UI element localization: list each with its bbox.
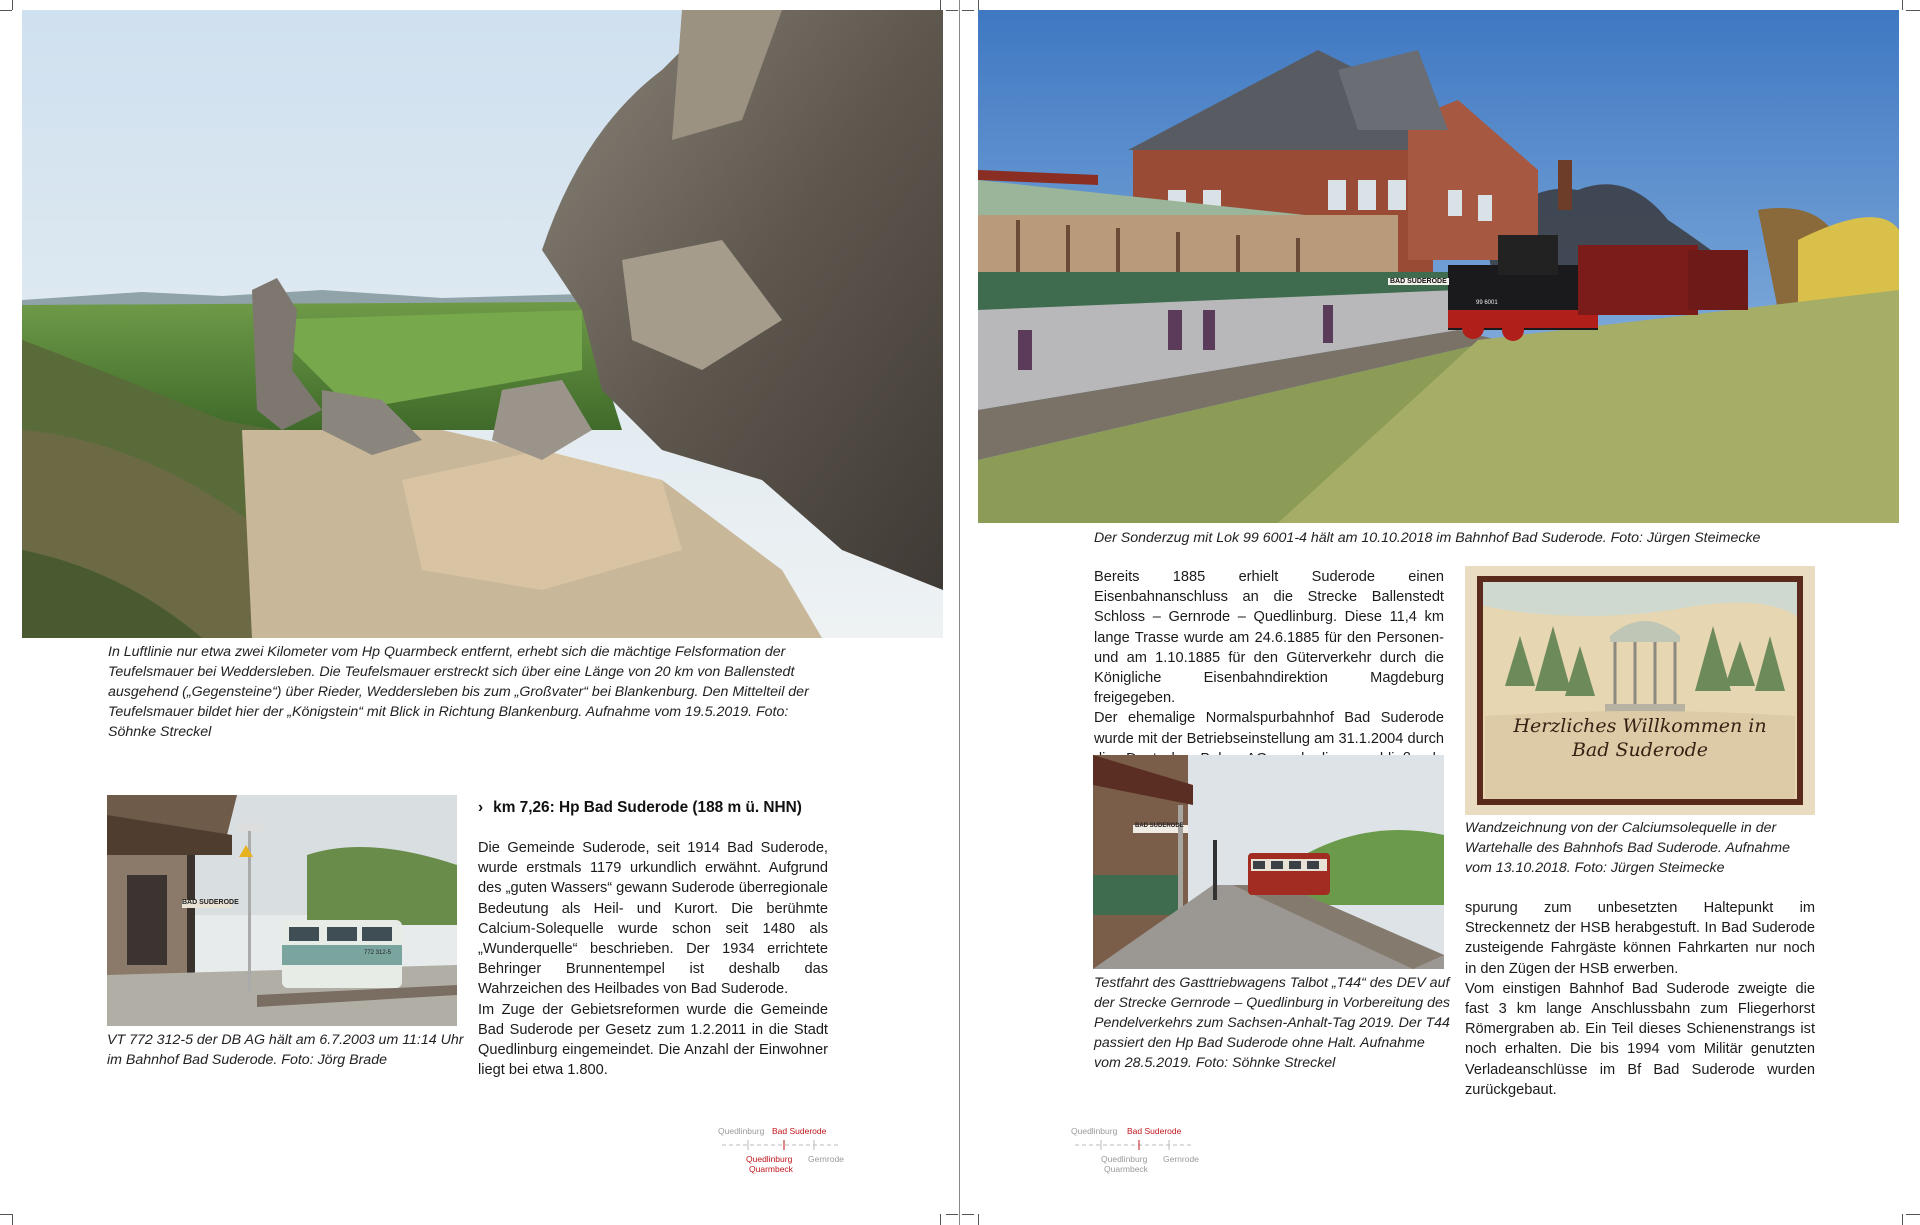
paragraph: Vom einstigen Bahnhof Bad Suderode zweigte die fast 3 km lange Anschlussbahn zum Fliegerhorst Römergraben ab. Ein Teil dieses Schienenstrangs ist noch erhalten. Die bis 1994 vom Militär genutzten Verladeanschlüsse im Bf Bad Suderode wurden zurückgebaut. bbox=[1465, 980, 1815, 1098]
crop-mark bbox=[1906, 10, 1920, 11]
paragraph: Der ehemalige Normalspurbahnhof Bad Suderode wurde mit der Betriebseinstellung am 31.1.2004 durch bbox=[1094, 710, 1444, 747]
mural-line: Herzliches Willkommen in bbox=[1513, 715, 1767, 737]
station-sign: BAD SUDERODE bbox=[182, 899, 239, 906]
route-label: Gernrode bbox=[1163, 1154, 1199, 1164]
spine-fold bbox=[959, 0, 960, 1225]
right-body-text-col2 bbox=[1465, 898, 1815, 1100]
crop-mark bbox=[1906, 1214, 1920, 1215]
heading-marker: › bbox=[478, 799, 484, 816]
photo-vt772-caption: VT 772 312-5 der DB AG hält am 6.7.2003 um 11:14 Uhr im Bahnhof Bad Suderode. Foto: Jörg Brade bbox=[107, 1032, 464, 1068]
crop-mark bbox=[962, 10, 974, 11]
route-diagram-right bbox=[1071, 1122, 1211, 1182]
route-label: Quedlinburg bbox=[1101, 1154, 1148, 1164]
paragraph: Die Gemeinde Suderode, seit 1914 Bad Suderode, wurde erstmals 1179 urkundlich erwähnt. Aufgrund des „guten Wassers“ gewann Suderode überregionale Bedeutung als Heil- und Kurort. Die berühmte Calcium-Solequelle wurde schon seit 1480 als „Wunderquelle“ beschrieben. Der 1934 errichtete Behringer Brunnentempel ist deshalb das Wahrzeichen des Heilbades von Bad Suderode. bbox=[478, 840, 828, 998]
crop-mark bbox=[1902, 1214, 1903, 1225]
crop-mark bbox=[940, 0, 941, 10]
route-label: Quedlinburg bbox=[1071, 1126, 1118, 1136]
crop-mark bbox=[978, 1214, 979, 1225]
mural-line: Bad Suderode bbox=[1571, 739, 1709, 761]
mural-lettering bbox=[1465, 714, 1815, 762]
photo-teufelsmauer bbox=[22, 10, 943, 638]
photo-station-caption: Der Sonderzug mit Lok 99 6001-4 hält am 10.10.2018 im Bahnhof Bad Suderode. Foto: Jürgen Steimecke bbox=[1094, 530, 1761, 546]
photo-t44 bbox=[1093, 755, 1444, 969]
paragraph: Im Zuge der Gebietsreformen wurde die Gemeinde Bad Suderode per Gesetz zum 1.2.2011 in die Stadt Quedlinburg eingemeindet. Die Anzahl der Einwohner liegt bei etwa 1.800. bbox=[478, 1001, 828, 1079]
paragraph: spurung zum unbesetzten Haltepunkt im Streckennetz der HSB herabgestuft. In Bad Suderode zusteigende Fahrgäste können Fahrkarten nur noch in den Zügen der HSB erwerben. bbox=[1465, 900, 1815, 977]
photo-mural bbox=[1465, 566, 1815, 815]
station-sign: BAD SUDERODE bbox=[1135, 823, 1184, 829]
photo-station-steam bbox=[978, 10, 1899, 523]
route-label: Quedlinburg bbox=[718, 1126, 765, 1136]
photo-t44-caption: Testfahrt des Gasttriebwagens Talbot „T44“ des DEV auf der Strecke Gernrode – Quedlinburg in Vorbereitung des Pendelverkehrs zum Sachsen-Anhalt-Tag 2019. Der T44 passiert den Hp Bad Suderode ohne Halt. Aufnahme vom 28.5.2019. Foto: Söhnke Streckel bbox=[1094, 975, 1450, 1071]
loco-number: 99 6001 bbox=[1476, 300, 1498, 306]
crop-mark bbox=[0, 10, 12, 11]
crop-mark bbox=[962, 1214, 974, 1215]
route-label: Quarmbeck bbox=[749, 1164, 793, 1174]
heading-text: km 7,26: Hp Bad Suderode (188 m ü. NHN) bbox=[493, 799, 802, 816]
paragraph: Bereits 1885 erhielt Suderode einen Eisenbahnanschluss an die Strecke Ballenstedt Schloss – Gernrode – Quedlinburg. Diese 11,4 km lange Trasse wurde am 24.6.1885 für den Personen- und am 1.10.1885 für den Güterverkehr durch die Königliche Eisenbahndirektion Magdeburg freigegeben. bbox=[1094, 569, 1444, 707]
crop-mark bbox=[940, 1214, 941, 1225]
route-diagram-left bbox=[718, 1122, 858, 1182]
route-label-current: Bad Suderode bbox=[1127, 1126, 1182, 1136]
crop-mark bbox=[12, 1214, 13, 1225]
left-body-text bbox=[478, 838, 828, 1080]
railcar-number: 772 312-5 bbox=[364, 950, 392, 956]
photo-teufelsmauer-caption: In Luftlinie nur etwa zwei Kilometer vom Hp Quarmbeck entfernt, erhebt sich die mächtige Felsformation der Teufelsmauer bei Weddersleben. Die Teufelsmauer erstreckt sich über eine Länge von 20 km von Ballenstedt ausgehend („Gegensteine“) über Rieder, Weddersleben bis zum „Großvater“ bei Blankenburg. Den Mittelteil der Teufelsmauer bildet hier der „Königstein“ mit Blick in Richtung Blankenburg. Aufnahme vom 19.5.2019. Foto: Söhnke Streckel bbox=[108, 644, 809, 740]
photo-mural-caption: Wandzeichnung von der Calciumsolequelle in der Wartehalle des Bahnhofs Bad Suderode. Aufnahme vom 13.10.2018. Foto: Jürgen Steimecke bbox=[1465, 820, 1790, 876]
crop-mark bbox=[12, 0, 13, 10]
route-label-current: Bad Suderode bbox=[772, 1126, 827, 1136]
crop-mark bbox=[1902, 0, 1903, 10]
crop-mark bbox=[0, 1214, 12, 1215]
station-sign: BAD SUDERODE bbox=[1390, 278, 1447, 285]
crop-mark bbox=[946, 1214, 958, 1215]
section-heading bbox=[478, 799, 802, 817]
route-label: Gernrode bbox=[808, 1154, 844, 1164]
photo-vt772 bbox=[107, 795, 457, 1026]
route-label: Quarmbeck bbox=[1104, 1164, 1148, 1174]
crop-mark bbox=[946, 10, 958, 11]
crop-mark bbox=[978, 0, 979, 10]
route-label: Quedlinburg bbox=[746, 1154, 793, 1164]
